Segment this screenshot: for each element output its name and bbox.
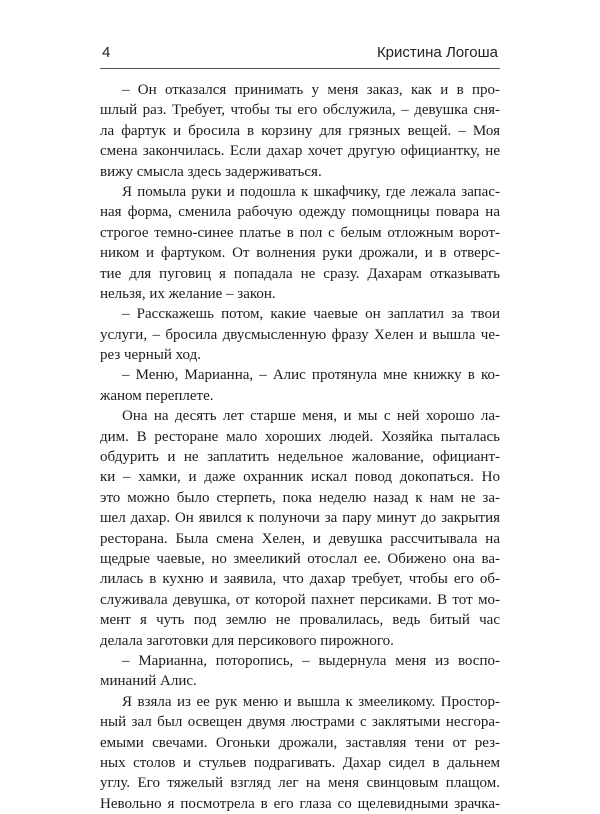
text-line: углу. Его тяжелый взгляд лег на меня свинцовым плащом. [100,775,500,792]
text-line: смена закончилась. Если дахар хочет другую официантку, не [100,143,500,160]
text-line: обдурить и не заплатить недельное жалование, официант- [100,449,500,466]
text-line: Она на десять лет старше меня, и мы с ней хорошо ла- [122,408,500,425]
text-line: мент я чуть под землю не провалилась, ведь битый час [100,612,500,629]
text-line: это можно было стерпеть, пока неделю назад к нам не за- [100,489,500,506]
text-line: строгое темно-синее платье в пол с белым отложным ворот- [100,224,500,241]
text-line: емыми свечами. Огоньки дрожали, заставляя тени от рез- [100,734,500,751]
text-line: ником и фартуком. От волнения руки дрожали, и в отверс- [100,245,500,262]
text-line: жаном переплете. [100,387,214,404]
text-line: Я взяла из ее рук меню и вышла к змееликому. Простор- [122,693,500,710]
text-line: нельзя, их желание – закон. [100,285,276,302]
text-line: Я помыла руки и подошла к шкафчику, где лежала запас- [122,183,500,200]
text-line: – Меню, Марианна, – Алис протянула мне книжку в ко- [122,367,500,384]
text-line: лилась в кухню и заявила, что дахар требует, чтобы его об- [100,571,500,588]
text-line: ресторана. Была смена Хелен, и девушка рассчитывала на [100,530,500,547]
text-line: щедрые чаевые, но змееликий отослал ее. Обижено она ва- [100,550,500,567]
text-line: рез черный ход. [100,347,201,364]
text-line: шел дахар. Он явился к полуночи за пару минут до закрытия [100,510,500,527]
text-line: ных столов и стульев подрагивать. Дахар сидел в дальнем [100,754,500,771]
body-text [100,80,500,814]
text-line: услуги, – бросила двусмысленную фразу Хелен и вышла че- [100,326,500,343]
text-line: – Марианна, поторопись, – выдернула меня из воспо- [122,652,500,669]
text-line: Невольно я посмотрела в его глаза со щелевидными зрачка- [100,795,500,812]
text-line: – Расскажешь потом, какие чаевые он заплатил за твои [122,306,500,323]
text-line: делала заготовки для персикового пирожного. [100,632,394,649]
running-title-author: Кристина Логоша [376,44,498,61]
text-line: вижу смысла здесь задерживаться. [100,163,322,180]
text-line: ки – хамки, и даже охранник искал повод докопаться. Но [100,469,500,486]
text-line: ная форма, сменила рабочую одежду помощницы повара на [100,204,500,221]
text-line: минаний Алис. [100,673,197,690]
text-line: дим. В ресторане мало хороших людей. Хозяйка пыталась [100,428,500,445]
text-line: тие для пуговиц я попадала не сразу. Дахарам отказывать [100,265,500,282]
text-line: ла фартук и бросила в корзину для грязных вещей. – Моя [100,122,500,139]
text-line: – Он отказался принимать у меня заказ, как и в про- [122,82,500,98]
running-head [100,44,500,66]
page-number: 4 [102,44,111,61]
text-line: шлый раз. Требует, чтобы ты его обслужила, – девушка сня- [100,102,500,119]
text-line: служивала девушка, от которой пахнет персиками. В тот мо- [100,591,500,608]
header-rule [100,68,500,69]
text-line: ный зал был освещен двумя люстрами с заклятыми несгора- [100,714,500,731]
